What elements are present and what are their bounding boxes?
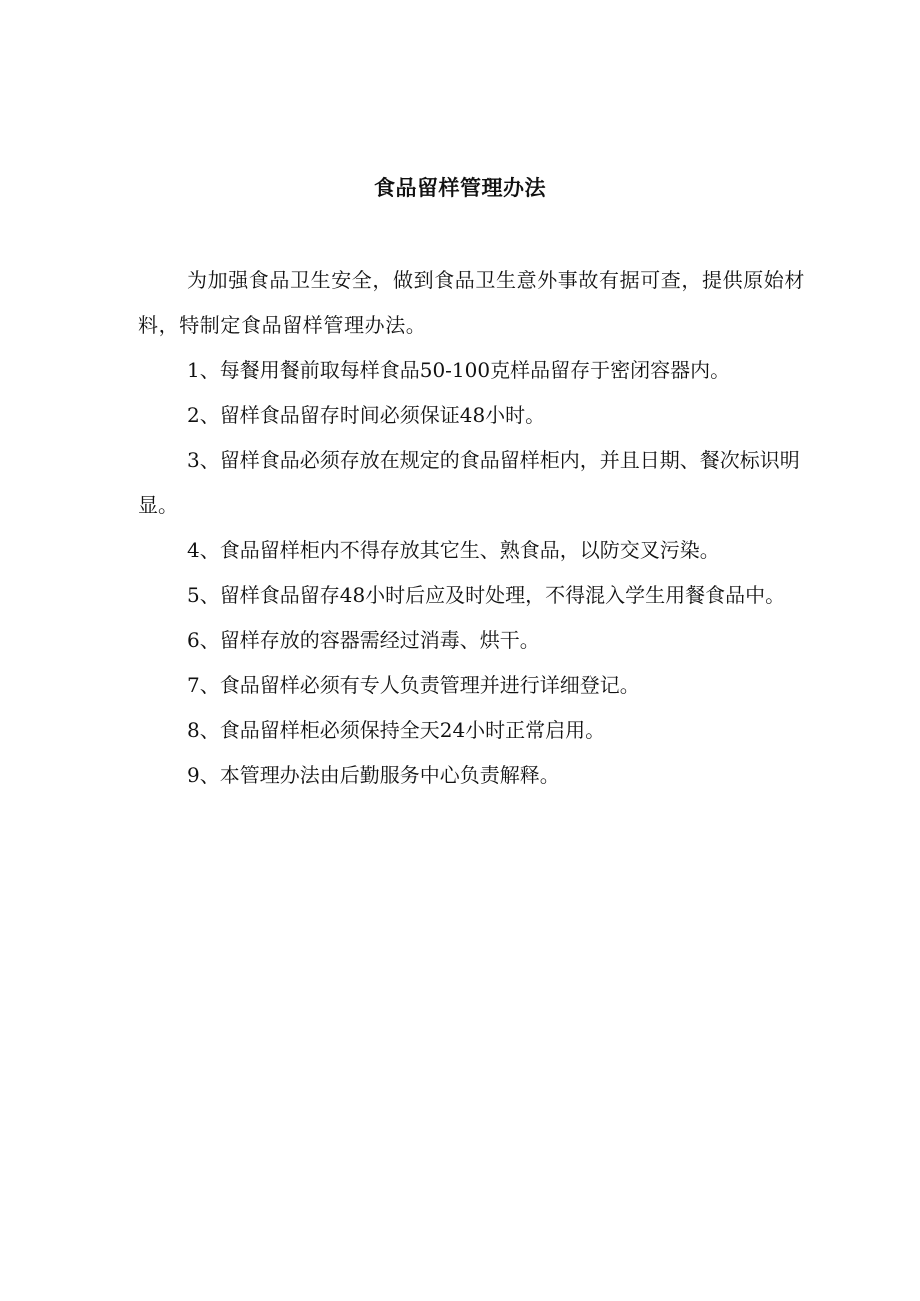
document-title: 食品留样管理办法 bbox=[374, 175, 546, 200]
rule-item-6: 6、留样存放的容器需经过消毒、烘干。 bbox=[187, 628, 540, 652]
rule-item-5: 5、留样食品留存48小时后应及时处理，不得混入学生用餐食品中。 bbox=[187, 583, 786, 607]
rule-item-7: 7、食品留样必须有专人负责管理并进行详细登记。 bbox=[187, 673, 640, 697]
rule-item-4: 4、食品留样柜内不得存放其它生、熟食品，以防交叉污染。 bbox=[187, 538, 720, 562]
intro-paragraph: 为加强食品卫生安全，做到食品卫生意外事故有据可查，提供原始材料，特制定食品留样管理办法。 bbox=[138, 268, 805, 337]
rule-item-8: 8、食品留样柜必须保持全天24小时正常启用。 bbox=[187, 718, 606, 742]
rule-item-2: 2、留样食品留存时间必须保证48小时。 bbox=[187, 403, 546, 427]
rule-item-3: 3、留样食品必须存放在规定的食品留样柜内，并且日期、餐次标识明显。 bbox=[138, 448, 800, 517]
rule-item-1: 1、每餐用餐前取每样食品50-100克样品留存于密闭容器内。 bbox=[187, 358, 731, 382]
rule-item-9: 9、本管理办法由后勤服务中心负责解释。 bbox=[187, 763, 560, 787]
document-body bbox=[138, 258, 808, 798]
